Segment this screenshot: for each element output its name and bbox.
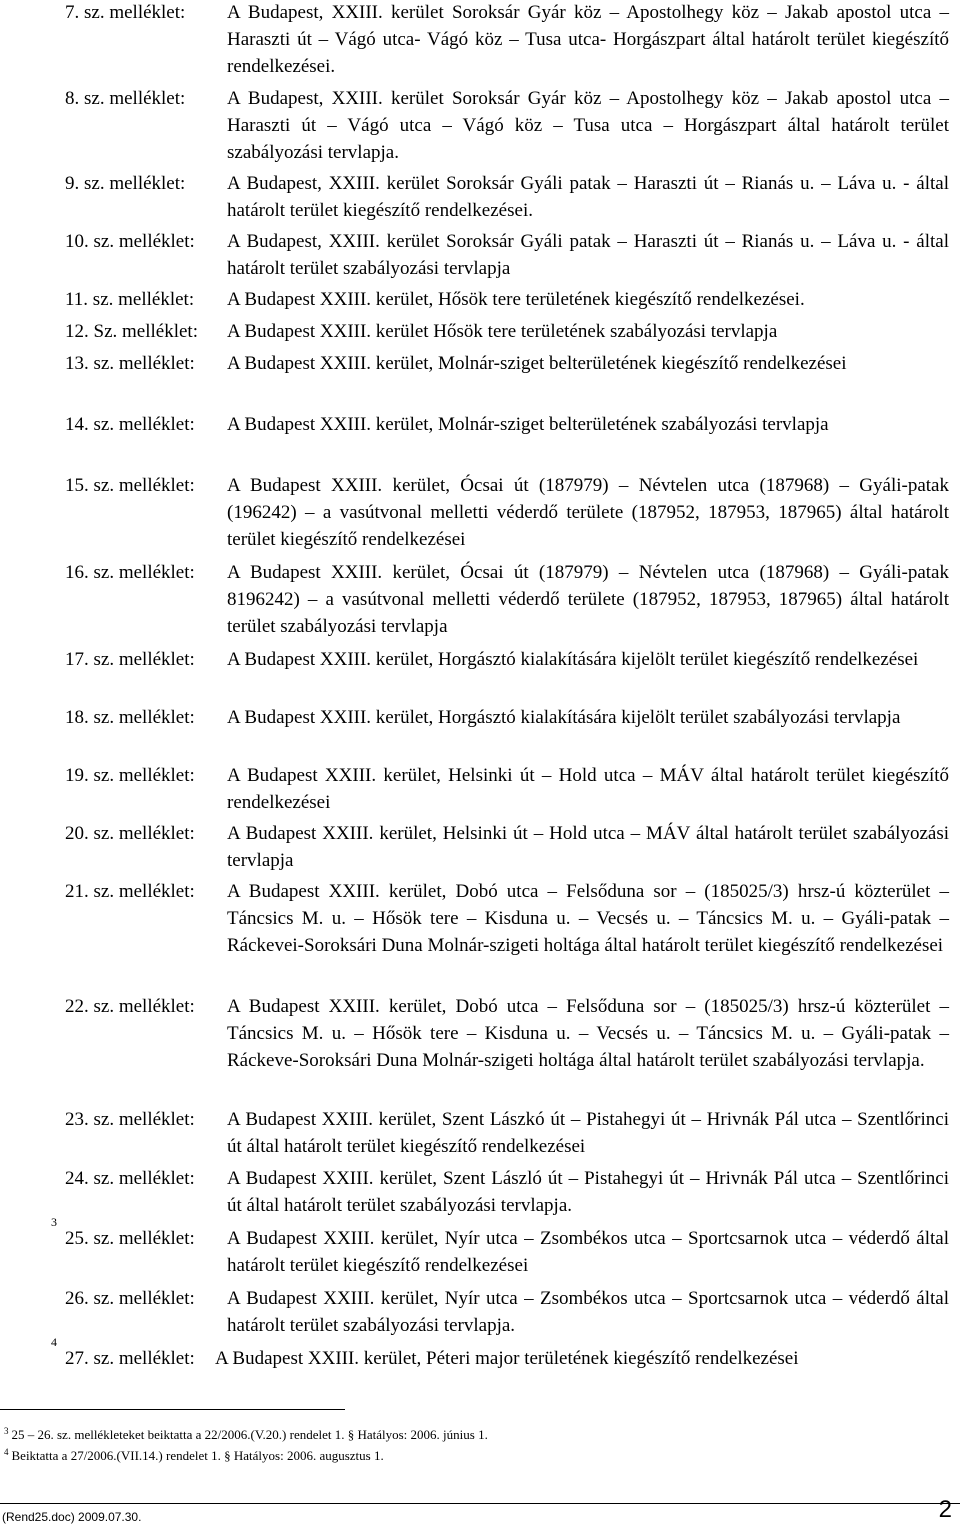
annex-text: A Budapest XXIII. kerület, Nyír utca – Zsombékos utca – Sportcsarnok utca – véderdő által határolt terület kiegészítő rendelkezései: [227, 1228, 949, 1276]
footer-document-info: (Rend25.doc) 2009.07.30.: [2, 1510, 142, 1524]
annex-text: A Budapest XXIII. kerület, Péteri major területének kiegészítő rendelkezései: [215, 1348, 799, 1369]
annex-text: A Budapest XXIII. kerület, Dobó utca – Felsőduna sor – (185025/3) hrsz-ú közterület – Táncsics M. u. – Hősök tere – Kisduna u. – Vecsés u. – Táncsics M. u. – Gyáli-patak – Ráckevei-Soroksári Duna Molnár-szigeti holtága által határolt terület kiegészítő rendelkezései: [227, 881, 949, 956]
annex-label: 9. sz. melléklet:: [65, 173, 186, 194]
annex-text: A Budapest XXIII. kerület, Molnár-sziget belterületének kiegészítő rendelkezései: [227, 353, 847, 374]
annex-label: 23. sz. melléklet:: [65, 1109, 195, 1130]
footnote-text: Beiktatta a 27/2006.(VII.14.) rendelet 1. § Hatályos: 2006. augusztus 1.: [11, 1448, 384, 1463]
annex-text: A Budapest XXIII. kerület, Szent László út – Pistahegyi út – Hrivnák Pál utca – Szentlőrinci út által határolt terület szabályozási tervlapja.: [227, 1168, 949, 1216]
annex-text: A Budapest XXIII. kerület Hősök tere területének szabályozási tervlapja: [227, 321, 778, 342]
annex-text: A Budapest, XXIII. kerület Soroksár Gyár köz – Apostolhegy köz – Jakab apostol utca – Haraszti út – Vágó utca – Vágó köz – Tusa utca – Horgászpart által határolt terület szabályozási tervlapja.: [227, 88, 949, 163]
annex-text: A Budapest, XXIII. kerület Soroksár Gyár köz – Apostolhegy köz – Jakab apostol utca – Haraszti út – Vágó utca- Vágó köz – Tusa utca- Horgászpart által határolt terület kiegészítő rendelkezései.: [227, 2, 949, 77]
annex-label: 25. sz. melléklet:: [65, 1228, 195, 1249]
annex-label: 11. sz. melléklet:: [65, 289, 195, 310]
footnote-reference: 3: [51, 1215, 57, 1229]
annex-label: 16. sz. melléklet:: [65, 562, 195, 583]
annex-label: 21. sz. melléklet:: [65, 881, 195, 902]
annex-label: 15. sz. melléklet:: [65, 475, 195, 496]
annex-text: A Budapest XXIII. kerület, Szent Lászkó út – Pistahegyi út – Hrivnák Pál utca – Szentlőrinci út által határolt terület kiegészítő rendelkezései: [227, 1109, 949, 1157]
annex-text: A Budapest, XXIII. kerület Soroksár Gyáli patak – Haraszti út – Rianás u. – Láva u. - által határolt terület szabályozási tervlapja: [227, 231, 949, 279]
annex-label: 13. sz. melléklet:: [65, 353, 195, 374]
annex-label: 19. sz. melléklet:: [65, 765, 195, 786]
annex-text: A Budapest XXIII. kerület, Hősök tere területének kiegészítő rendelkezései.: [227, 289, 805, 310]
annex-label: 26. sz. melléklet:: [65, 1288, 195, 1309]
annex-text: A Budapest XXIII. kerület, Helsinki út – Hold utca – MÁV által határolt terület kiegészítő rendelkezései: [227, 765, 949, 813]
annex-text: A Budapest XXIII. kerület, Helsinki út – Hold utca – MÁV által határolt terület szabályozási tervlapja: [227, 823, 949, 871]
footnote-reference: 4: [51, 1335, 57, 1349]
footnote-number: 3: [4, 1426, 9, 1436]
annex-label: 14. sz. melléklet:: [65, 414, 195, 435]
annex-text: A Budapest XXIII. kerület, Ócsai út (187979) – Névtelen utca (187968) – Gyáli-patak 8196242) – a vasútvonal melletti véderdő területe (187952, 187953, 187965) által határolt terület szabályozási tervlapja: [227, 562, 949, 637]
annex-text: A Budapest XXIII. kerület, Ócsai út (187979) – Névtelen utca (187968) – Gyáli-patak (196242) – a vasútvonal melletti véderdő területe (187952, 187953, 187965) által határolt terület kiegészítő rendelkezései: [227, 475, 949, 550]
footnote: [4, 1448, 384, 1464]
annex-text: A Budapest XXIII. kerület, Horgásztó kialakítására kijelölt terület kiegészítő rendelkezései: [227, 649, 919, 670]
annex-text: A Budapest, XXIII. kerület Soroksár Gyáli patak – Haraszti út – Rianás u. – Láva u. - által határolt terület kiegészítő rendelkezései.: [227, 173, 949, 221]
annex-text: A Budapest XXIII. kerület, Horgásztó kialakítására kijelölt terület szabályozási tervlapja: [227, 707, 901, 728]
annex-label: 8. sz. melléklet:: [65, 88, 186, 109]
annex-label: 24. sz. melléklet:: [65, 1168, 195, 1189]
annex-label: 20. sz. melléklet:: [65, 823, 195, 844]
annex-label: 18. sz. melléklet:: [65, 707, 195, 728]
annex-label: 12. Sz. melléklet:: [65, 321, 198, 342]
annex-label: 27. sz. melléklet:: [65, 1348, 195, 1369]
footnote: [4, 1427, 488, 1443]
footer-separator: [0, 1503, 960, 1504]
footnote-separator: [0, 1409, 345, 1410]
annex-label: 17. sz. melléklet:: [65, 649, 195, 670]
footnote-number: 4: [4, 1447, 9, 1457]
annex-label: 10. sz. melléklet:: [65, 231, 195, 252]
annex-label: 22. sz. melléklet:: [65, 996, 195, 1017]
footnote-text: 25 – 26. sz. mellékleteket beiktatta a 22/2006.(V.20.) rendelet 1. § Hatályos: 2006. június 1.: [11, 1427, 488, 1442]
annex-text: A Budapest XXIII. kerület, Dobó utca – Felsőduna sor – (185025/3) hrsz-ú közterület – Táncsics M. u. – Hősök tere – Kisduna u. – Vecsés u. – Táncsics M. u. – Gyáli-patak – Ráckeve-Soroksári Duna Molnár-szigeti holtága által határolt terület szabályozási tervlapja.: [227, 996, 949, 1071]
page-number: 2: [938, 1496, 952, 1523]
annex-text: A Budapest XXIII. kerület, Nyír utca – Zsombékos utca – Sportcsarnok utca – véderdő által határolt terület szabályozási tervlapja.: [227, 1288, 949, 1336]
annex-label: 7. sz. melléklet:: [65, 2, 186, 23]
annex-text: A Budapest XXIII. kerület, Molnár-sziget belterületének szabályozási tervlapja: [227, 414, 829, 435]
